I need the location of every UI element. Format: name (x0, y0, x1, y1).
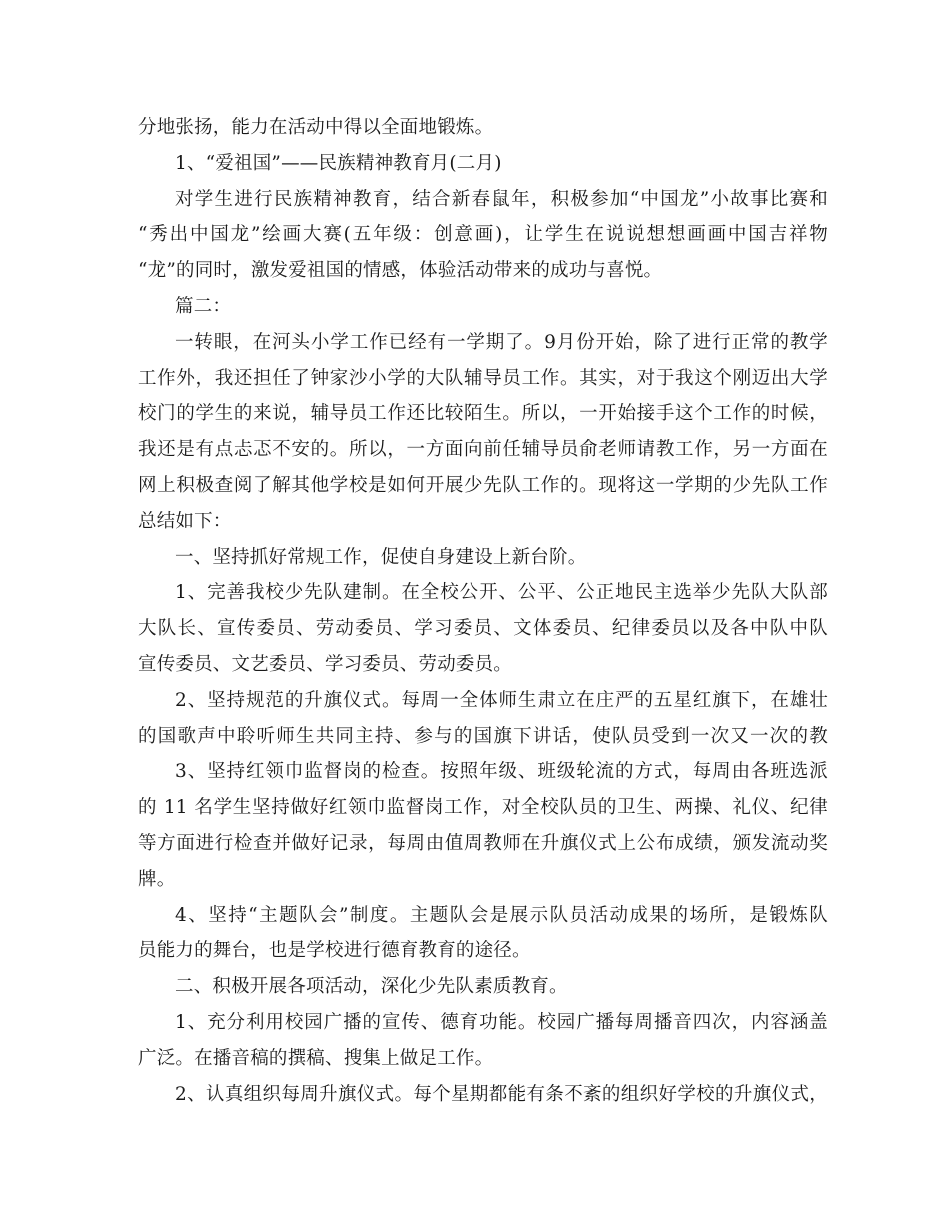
text-line: 校门的学生的来说，辅导员工作还比较陌生。所以，一开始接手这个工作的时候， (138, 403, 828, 425)
text-line: 篇二： (175, 295, 232, 317)
text-line: 网上积极查阅了解其他学校是如何开展少先队工作的。现将这一学期的少先队工作 (138, 474, 828, 496)
text-line: 总结如下： (138, 510, 232, 532)
text-line: 宣传委员、文艺委员、学习委员、劳动委员。 (138, 653, 513, 675)
text-line: 分地张扬，能力在活动中得以全面地锻炼。 (138, 117, 494, 138)
text-line: 的 11 名学生坚持做好红领巾监督岗工作，对全校队员的卫生、两操、礼仪、纪律 (138, 797, 828, 819)
text-line: “龙”的同时，激发爱祖国的情感，体验活动带来的成功与喜悦。 (138, 260, 663, 282)
text-line: 1、充分利用校园广播的宣传、德育功能。校园广播每周播音四次，内容涵盖 (175, 1011, 828, 1033)
text-line: 二、积极开展各项活动，深化少先队素质教育。 (175, 976, 568, 998)
text-line: 1、“爱祖国”——民族精神教育月(二月) (175, 152, 502, 174)
text-line: 1、完善我校少先队建制。在全校公开、公平、公正地民主选举少先队大队部 (175, 582, 828, 604)
text-line: 的国歌声中聆听师生共同主持、参与的国旗下讲话，使队员受到一次又一次的教 (138, 725, 828, 747)
text-line: 对学生进行民族精神教育，结合新春鼠年，积极参加“中国龙”小故事比赛和 (175, 188, 828, 210)
text-line: 一转眼，在河头小学工作已经有一学期了。9月份开始，除了进行正常的教学 (175, 331, 828, 353)
text-line: 广泛。在播音稿的撰稿、搜集上做足工作。 (138, 1047, 494, 1069)
text-line: 一、坚持抓好常规工作，促使自身建设上新台阶。 (175, 546, 587, 568)
text-line: “秀出中国龙”绘画大赛(五年级：创意画)，让学生在说说想想画画中国吉祥物 (138, 224, 828, 246)
text-line: 等方面进行检查并做好记录，每周由值周教师在升旗仪式上公布成绩，颁发流动奖 (138, 832, 828, 854)
text-line: 员能力的舞台，也是学校进行德育教育的途径。 (138, 940, 531, 962)
text-line: 我还是有点忐忑不安的。所以，一方面向前任辅导员俞老师请教工作，另一方面在 (138, 439, 828, 461)
text-line: 2、坚持规范的升旗仪式。每周一全体师生肃立在庄严的五星红旗下，在雄壮 (175, 689, 828, 711)
text-line: 2、认真组织每周升旗仪式。每个星期都能有条不紊的组织好学校的升旗仪式， (175, 1083, 828, 1105)
text-line: 工作外，我还担任了钟家沙小学的大队辅导员工作。其实，对于我这个刚迈出大学 (138, 367, 828, 389)
text-line: 牌。 (138, 868, 176, 890)
text-line: 4、坚持“主题队会”制度。主题队会是展示队员活动成果的场所，是锻炼队 (175, 904, 828, 926)
document-body (138, 110, 828, 1112)
text-line: 大队长、宣传委员、劳动委员、学习委员、文体委员、纪律委员以及各中队中队 (138, 618, 828, 640)
text-line: 3、坚持红领巾监督岗的检查。按照年级、班级轮流的方式，每周由各班选派 (175, 761, 828, 783)
